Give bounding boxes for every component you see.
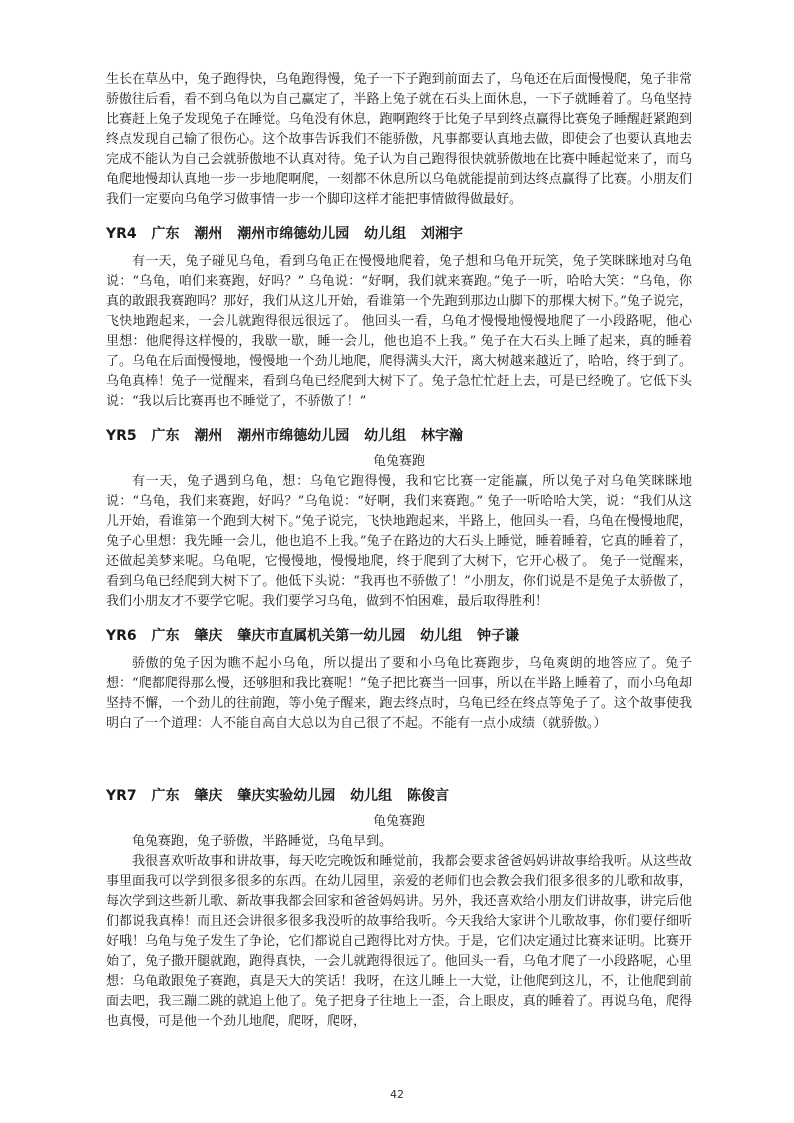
entry-heading-yr5	[106, 426, 692, 446]
entry-paragraph: 龟兔赛跑，兔子骄傲，半路睡觉，乌龟早到。	[132, 834, 393, 849]
page-content	[106, 70, 692, 1032]
entry-heading-yr4	[106, 224, 692, 244]
entry-heading-yr6	[106, 626, 692, 646]
entry-school: 肇庆市直属机关第一幼儿园	[237, 628, 406, 644]
entry-group: 幼儿组	[420, 628, 463, 644]
story-title: 龟兔赛跑	[372, 454, 425, 469]
entry-code: YR4	[106, 226, 137, 242]
entry-author: 陈俊言	[407, 788, 450, 804]
entry-city: 潮州	[194, 226, 223, 242]
entry-author: 刘湘宇	[421, 226, 464, 242]
entry-province: 广东	[151, 628, 180, 644]
entry-group: 幼儿组	[364, 226, 407, 242]
entry-group: 幼儿组	[350, 788, 393, 804]
entry-paragraph: 我很喜欢听故事和讲故事，每天吃完晚饭和睡觉前，我都会要求爸爸妈妈讲故事给我听。从这些故事里面我可以学到很多很多的东西。在幼儿园里，亲爱的老师们也会教会我们很多很多的儿歌和故事，每次学到这些新儿歌、新故事我都会回家和爸爸妈妈讲。另外，我还喜欢给小朋友们讲故事，讲完后他们都说我真棒！而且还会讲很多很多我没听的故事给我听。今天我给大家讲个儿歌故事，你们要仔细听好哦！乌龟与兔子发生了争论，它们都说自己跑得比对方快。于是，它们决定通过比赛来证明。比赛开始了，兔子撒开腿就跑，跑得真快，一会儿就跑得很远了。他回头一看，乌龟才爬了一小段路呢，心里想：乌龟敢跟兔子赛跑，真是天大的笑话！我呀，在这儿睡上一大觉，让他爬到这儿，不，让他爬到前面去吧，我三蹦二跳的就追上他了。兔子把身子往地上一歪，合上眼皮，真的睡着了。再说乌龟，爬得也真慢，可是他一个劲儿地爬，爬呀，爬呀，	[106, 854, 692, 1029]
entry-province: 广东	[151, 788, 180, 804]
intro-paragraph: 生长在草丛中，兔子跑得快，乌龟跑得慢，兔子一下子跑到前面去了，乌龟还在后面慢慢爬，兔子非常骄傲往后看，看不到乌龟以为自己赢定了，半路上兔子就在石头上面休息，一下子就睡着了。乌龟坚持比赛赶上兔子发现兔子在睡觉。乌龟没有休息，跑啊跑终于比兔子早到终点赢得比赛兔子睡醒赶紧跑到终点发现自己输了很伤心。这个故事告诉我们不能骄傲，凡事都要认真地去做，即使会了也要认真地去完成不能认为自己会就骄傲地不认真对待。兔子认为自己跑得很快就骄傲地在比赛中睡起觉来了，而乌龟爬地慢却认真地一步一步地爬啊爬，一刻都不休息所以乌龟就能提前到达终点赢得了比赛。小朋友们我们一定要向乌龟学习做事情一步一个脚印这样才能把事情做得做最好。	[106, 72, 692, 207]
entry-city: 肇庆	[194, 628, 223, 644]
entry-city: 肇庆	[194, 788, 223, 804]
entry-school: 潮州市绵德幼儿园	[237, 428, 350, 444]
entry-province: 广东	[151, 226, 180, 242]
entry-code: YR7	[106, 788, 137, 804]
entry-city: 潮州	[194, 428, 223, 444]
entry-paragraph: 有一天，兔子碰见乌龟，看到乌龟正在慢慢地爬着，兔子想和乌龟开玩笑，兔子笑眯眯地对乌龟说：“乌龟，咱们来赛跑，好吗？” 乌龟说：“好啊，我们就来赛跑。”兔子一听，哈哈大笑：“乌龟，你真的敢跟我赛跑吗？那好，我们从这儿开始，看谁第一个先跑到那边山脚下的那棵大树下。”兔子说完，飞快地跑起来，一会儿就跑得很远很远了。 他回头一看，乌龟才慢慢地慢慢地爬了一小段路呢，他心里想：他爬得这样慢的，我歇一歇，睡一会儿，他也追不上我。” 兔子在大石头上睡了起来，真的睡着了。乌龟在后面慢慢地，慢慢地一个劲儿地爬，爬得满头大汗，离大树越来越近了，哈哈，终于到了。乌龟真棒！兔子一觉醒来，看到乌龟已经爬到大树下了。兔子急忙忙赶上去，可是已经晚了。它低下头说：“我以后比赛再也不睡觉了，不骄傲了！”	[106, 254, 692, 409]
entry-group: 幼儿组	[364, 428, 407, 444]
entry-province: 广东	[151, 428, 180, 444]
story-title: 龟兔赛跑	[372, 814, 425, 829]
entry-code: YR5	[106, 428, 137, 444]
entry-school: 肇庆实验幼儿园	[237, 788, 336, 804]
entry-paragraph: 骄傲的兔子因为瞧不起小乌龟，所以提出了要和小乌龟比赛跑步，乌龟爽朗的地答应了。兔子想：“爬都爬得那么慢，还够胆和我比赛呢！”兔子把比赛当一回事，所以在半路上睡着了，而小乌龟却坚持不懈，一个劲儿的往前跑，等小兔子醒来，跑去终点时，乌龟已经在终点等兔子了。这个故事使我明白了一个道理：人不能自高自大总以为自己很了不起。不能有一点小成绩（就骄傲。）	[106, 656, 692, 731]
entry-school: 潮州市绵德幼儿园	[237, 226, 350, 242]
entry-author: 林宇瀚	[421, 428, 464, 444]
entry-author: 钟子谦	[477, 628, 520, 644]
entry-code: YR6	[106, 628, 137, 644]
entry-heading-yr7	[106, 786, 692, 806]
page-number: 42	[390, 1088, 404, 1101]
entry-paragraph: 有一天，兔子遇到乌龟，想：乌龟它跑得慢，我和它比赛一定能赢，所以兔子对乌龟笑眯眯地说：“乌龟，我们来赛跑，好吗？”乌龟说：“好啊，我们来赛跑。” 兔子一听哈哈大笑，说：“我们从这儿开始，看谁第一个跑到大树下。”兔子说完，飞快地跑起来，半路上，他回头一看，乌龟在慢慢地爬，兔子心里想：我先睡一会儿，他也追不上我。”兔子在路边的大石头上睡觉，睡着睡着，它真的睡着了，还做起美梦来呢。乌龟呢，它慢慢地，慢慢地爬，终于爬到了大树下，它开心极了。 兔子一觉醒来，看到乌龟已经爬到大树下了。他低下头说：“我再也不骄傲了！”小朋友，你们说是不是兔子太骄傲了，我们小朋友才不要学它呢。我们要学习乌龟，做到不怕困难，最后取得胜利！	[106, 474, 692, 609]
